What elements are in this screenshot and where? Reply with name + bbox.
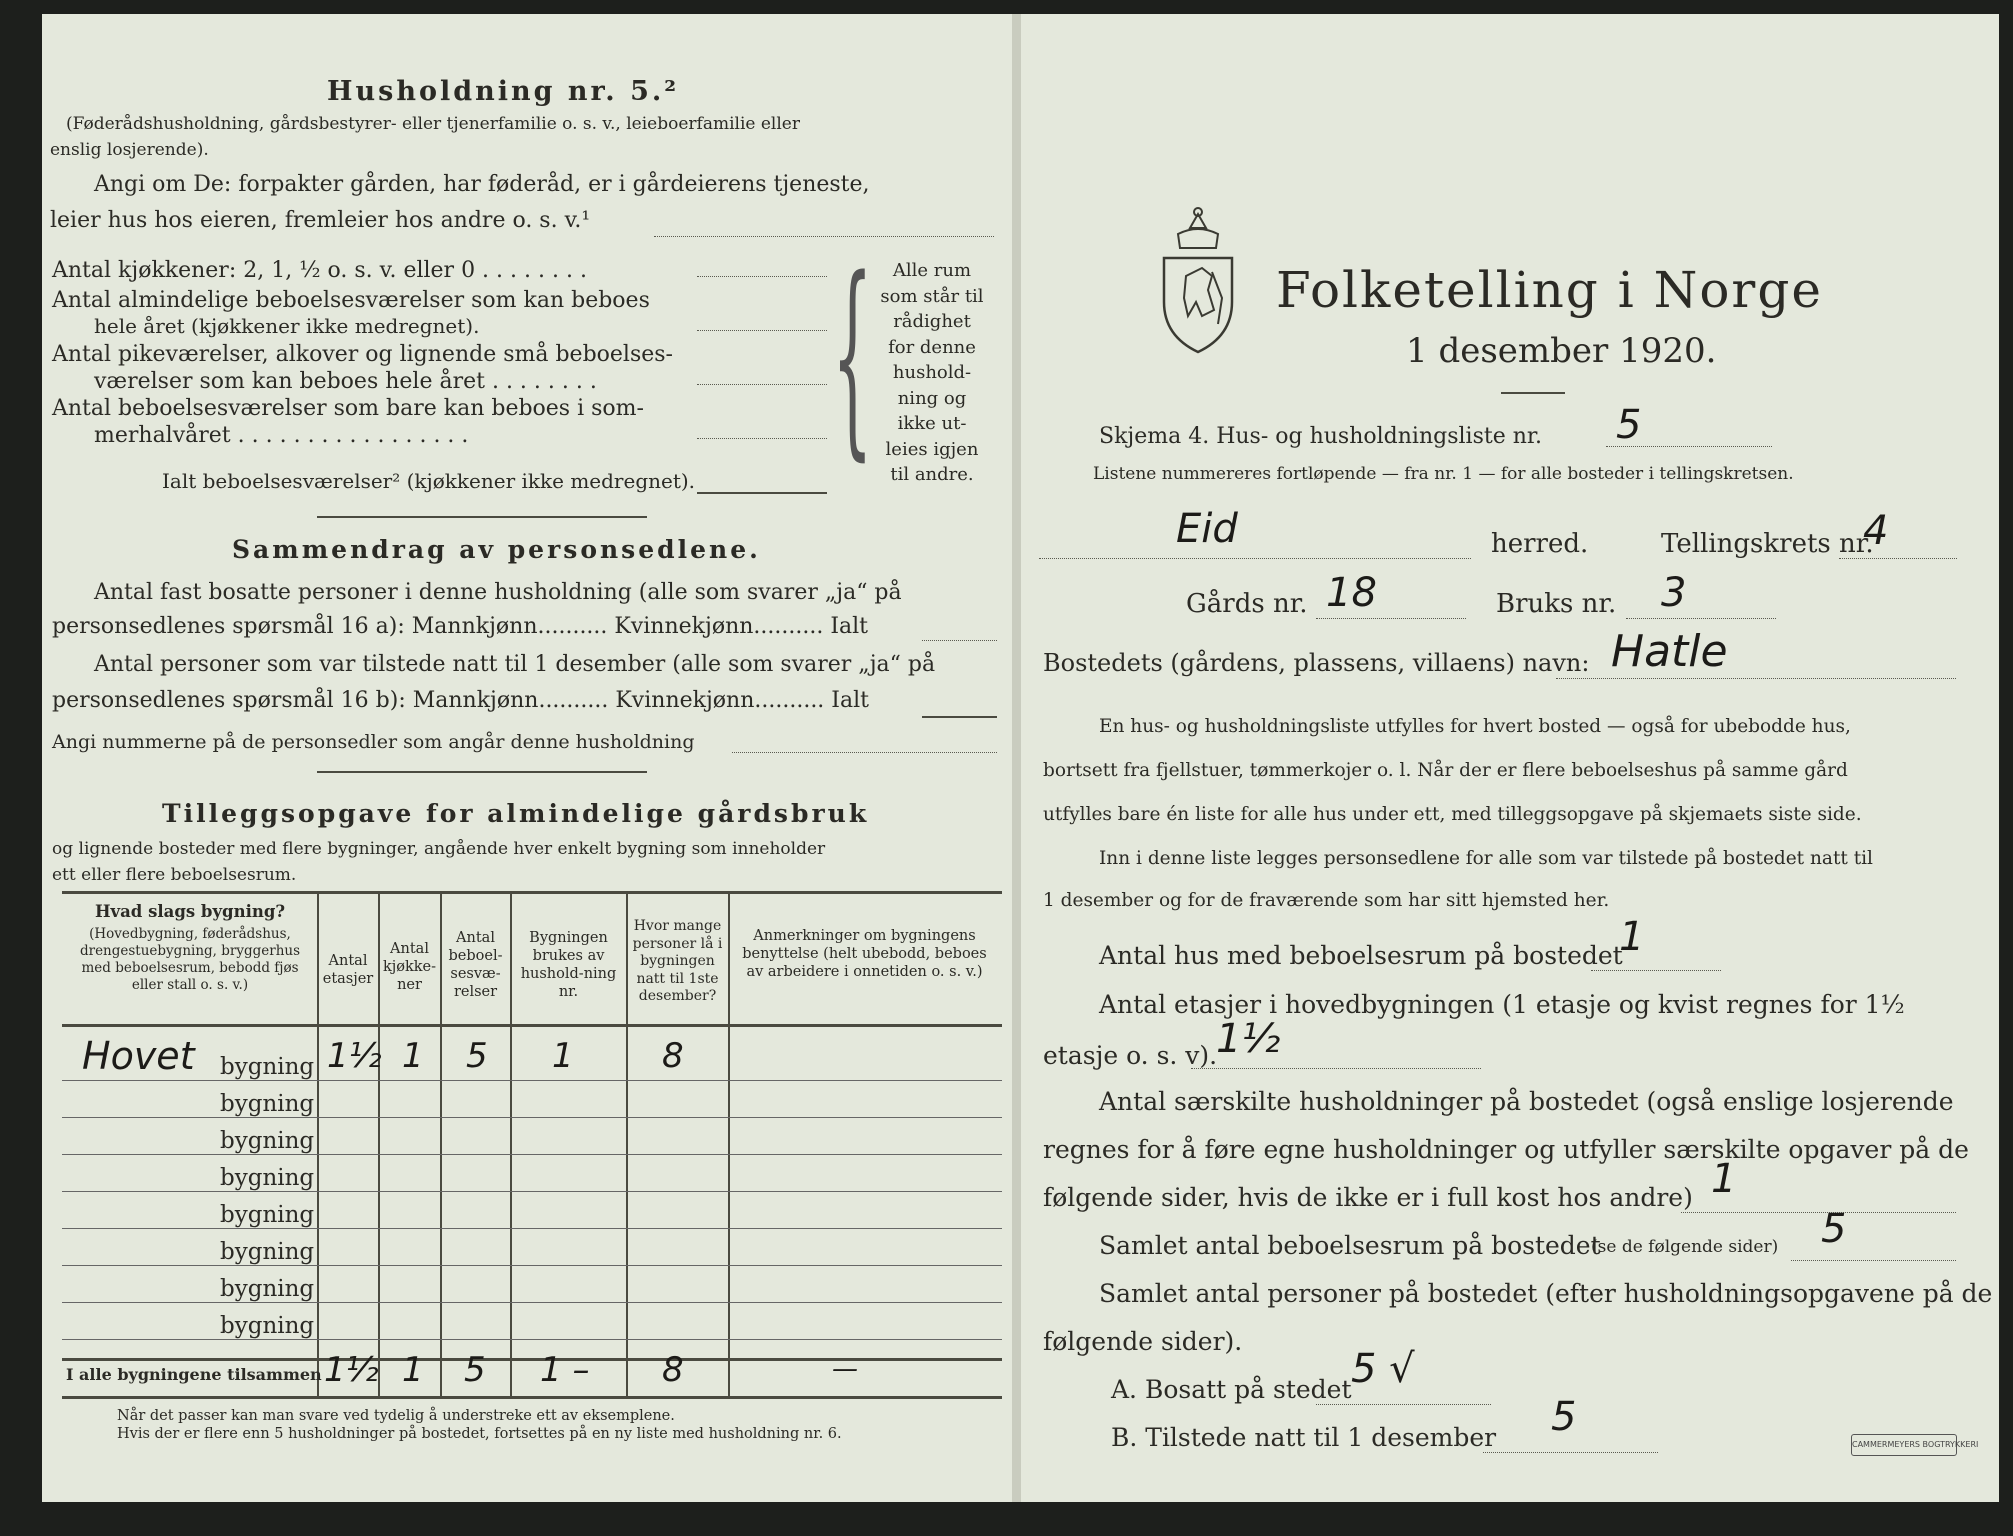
rooms-note-line: til andre. [890, 464, 974, 485]
para1-3: utfylles bare én liste for alle hus under ett, med tilleggsopgave på skjemaets siste side. [1043, 804, 1862, 825]
total-personer: 8 [662, 1350, 684, 1390]
table-rule [62, 1396, 1002, 1399]
tillegg-title: Tilleggsopgave for almindelige gårdsbruk [162, 799, 870, 828]
rooms-pike-2: værelser som kan beboes hele året . . . . . . . . [94, 369, 597, 394]
row1-etasjer: 1½ [327, 1036, 382, 1076]
table-rule [378, 892, 380, 1397]
total-label: I alle bygningene tilsammen [66, 1365, 322, 1384]
tellingskrets-label: Tellingskrets nr. [1661, 529, 1874, 559]
row-label: bygning [220, 1054, 315, 1080]
listene-note: Listene nummereres fortløpende — fra nr. 1 — for alle bosteder i tellingskretsen. [1093, 464, 1794, 484]
total-husholdning: 1 – [540, 1350, 590, 1390]
row1-kjokkener: 1 [402, 1036, 424, 1076]
row1-name: Hovet [82, 1034, 195, 1078]
row-label: bygning [220, 1165, 315, 1191]
row-label: bygning [220, 1276, 315, 1302]
rooms-alm-2: hele året (kjøkkener ikke medregnet). [94, 314, 480, 338]
answer-line [1316, 618, 1466, 619]
answer-line [1556, 678, 1956, 679]
row1-vaerelser: 5 [466, 1036, 488, 1076]
answer-line [697, 384, 827, 385]
q-hus: Antal hus med beboelsesrum på bostedet [1099, 941, 1623, 970]
skjema-value: 5 [1616, 402, 1642, 448]
answer-line [922, 640, 997, 641]
household-title: Husholdning nr. 5.² [327, 76, 680, 107]
rooms-note-line: Alle rum [892, 260, 972, 281]
angi-line-1: Angi om De: forpakter gården, har føderåd, er i gårdeierens tjeneste, [94, 172, 870, 197]
q-etasjer-value: 1½ [1216, 1016, 1281, 1062]
col-vaerelser: Antal beboel-sesvæ-relser [448, 930, 503, 1001]
para1-1: En hus- og husholdningsliste utfylles for hvert bosted — også for ubebodde hus, [1099, 716, 1851, 737]
q-hush-value: 1 [1711, 1156, 1737, 1202]
b-value: 5 [1551, 1394, 1577, 1440]
rooms-note-line: leies igjen [885, 438, 979, 460]
para1-2: bortsett fra fjellstuer, tømmerkojer o. l. Når der er flere beboelseshus på samme gård [1043, 760, 1848, 781]
coat-of-arms-icon [1156, 206, 1240, 356]
answer-line [732, 752, 997, 753]
herred-value: Eid [1176, 506, 1238, 552]
answer-line [697, 438, 827, 439]
tellingskrets-value: 4 [1863, 508, 1889, 554]
rooms-note-line: for denne [888, 336, 976, 358]
right-page [1021, 14, 1999, 1502]
footer-note-2: Hvis der er flere enn 5 husholdninger på bostedet, fortsettes på en ny liste med husholdning nr. 6. [117, 1426, 842, 1442]
row1-husholdning: 1 [552, 1036, 574, 1076]
angi-answer-line [654, 236, 994, 237]
census-date: 1 desember 1920. [1406, 331, 1717, 371]
angi-line-2: leier hus hos eieren, fremleier hos andre o. s. v.¹ [50, 208, 591, 233]
col-etasjer: Antal etasjer [322, 953, 374, 988]
rooms-note-line: rådighet [893, 311, 971, 332]
answer-line [697, 330, 827, 331]
rooms-pike-1: Antal pikeværelser, alkover og lignende små beboelses- [52, 342, 673, 367]
col-kjokkener: Antal kjøkke-ner [382, 941, 437, 994]
sammendrag-title: Sammendrag av personsedlene. [232, 535, 761, 564]
row-rule [62, 1265, 1002, 1266]
row-rule [62, 1080, 1002, 1081]
rooms-note-line: ikke ut- [897, 413, 967, 434]
herred-label: herred. [1491, 529, 1589, 559]
q-pers-1: Samlet antal personer på bostedet (efter husholdningsopgavene på de [1099, 1279, 1993, 1308]
q-hush-2: regnes for å føre egne husholdninger og utfyller særskilte opgaver på de [1043, 1135, 1969, 1164]
tillegg-desc-1: og lignende bosteder med flere bygninger, angående hver enkelt bygning som inneholder [52, 839, 826, 859]
q-pers-2: følgende sider). [1043, 1327, 1243, 1356]
gards-label: Gårds nr. [1186, 589, 1308, 619]
answer-line [1039, 558, 1471, 559]
answer-line [1791, 1260, 1956, 1261]
row-label: bygning [220, 1091, 315, 1117]
total-etasjer: 1½ [324, 1350, 379, 1390]
table-rule [317, 892, 319, 1397]
total-kjokkener: 1 [402, 1350, 424, 1390]
gards-value: 18 [1326, 570, 1377, 616]
skjema-label: Skjema 4. Hus- og husholdningsliste nr. [1099, 424, 1542, 449]
q-etasjer-1: Antal etasjer i hovedbygningen (1 etasje og kvist regnes for 1½ [1099, 990, 1905, 1019]
tillegg-desc-2: ett eller flere beboelsesrum. [52, 865, 297, 885]
bosted-label: Bostedets (gårdens, plassens, villaens) navn: [1043, 649, 1590, 677]
col-husholdning: Bygningen brukes av hushold-ning nr. [520, 930, 617, 1001]
rooms-note-line: hushold- [892, 362, 972, 383]
total-vaerelser: 5 [464, 1350, 486, 1390]
rooms-note-line: som står til [880, 285, 984, 307]
rooms-sommer-1: Antal beboelsesværelser som bare kan beboes i som- [52, 396, 644, 421]
sammendrag-p2-1: Antal personer som var tilstede natt til 1 desember (alle som svarer „ja“ på [94, 652, 936, 677]
divider [317, 516, 647, 518]
rooms-kjokkener: Antal kjøkkener: 2, 1, ½ o. s. v. eller 0 . . . . . . . . [52, 258, 587, 283]
answer-line [1681, 1212, 1956, 1213]
col-personer: Hvor mange personer lå i bygningen natt til 1ste desember? [632, 918, 723, 1004]
bosted-value: Hatle [1611, 626, 1728, 677]
row-label: bygning [220, 1202, 315, 1228]
table-rule [62, 891, 1002, 894]
household-subtitle-2: enslig losjerende). [50, 140, 209, 160]
q-rum-value: 5 [1821, 1206, 1847, 1252]
divider [1501, 392, 1565, 394]
rooms-note [857, 258, 1007, 488]
brace: { [832, 237, 873, 482]
census-title: Folketelling i Norge [1276, 261, 1823, 319]
para2-2: 1 desember og for de fraværende som har sitt hjemsted her. [1043, 890, 1610, 911]
q-etasjer-2: etasje o. s. v). [1043, 1041, 1218, 1070]
answer-line [697, 492, 827, 494]
q-hus-value: 1 [1619, 914, 1645, 960]
answer-line [1839, 558, 1957, 559]
q-rum-note: (se de følgende sider) [1591, 1237, 1779, 1257]
divider [317, 771, 647, 773]
row-label: bygning [220, 1239, 315, 1265]
answer-line [1591, 970, 1721, 971]
answer-line [697, 276, 827, 277]
sammendrag-p2-2: personsedlenes spørsmål 16 b): Mannkjønn.......... Kvinnekjønn.......... Ialt [52, 688, 869, 713]
para2-1: Inn i denne liste legges personsedlene for alle som var tilstede på bostedet natt til [1099, 848, 1873, 869]
sammendrag-p1-1: Antal fast bosatte personer i denne husholdning (alle som svarer „ja“ på [94, 580, 902, 605]
answer-line [1626, 618, 1776, 619]
left-page [42, 14, 1017, 1502]
row1-personer: 8 [662, 1036, 684, 1076]
col-anmerkninger: Anmerkninger om bygningens benyttelse (helt ubebodd, beboes av arbeidere i onnetiden o. s. v.) [742, 928, 987, 981]
bruks-value: 3 [1661, 570, 1687, 616]
row-label: bygning [220, 1128, 315, 1154]
table-rule [440, 892, 442, 1397]
sammendrag-p3: Angi nummerne på de personsedler som angår denne husholdning [52, 731, 695, 753]
answer-line [1316, 1404, 1491, 1405]
a-value: 5 √ [1351, 1346, 1415, 1392]
q-hush-3: følgende sider, hvis de ikke er i full kost hos andre) [1043, 1183, 1693, 1212]
col-building-sub: (Hovedbygning, føderådshus, drengestuebygning, bryggerhus med beboelsesrum, bebodd fjøs eller stall o. s. v.) [79, 926, 301, 993]
bruks-label: Bruks nr. [1496, 589, 1617, 619]
table-rule [626, 892, 628, 1397]
table-rule [62, 1358, 1002, 1361]
row-rule [62, 1117, 1002, 1118]
q-rum: Samlet antal beboelsesrum på bostedet [1099, 1231, 1601, 1260]
table-rule [728, 892, 730, 1397]
footer-note-1: Når det passer kan man svare ved tydelig å understreke ett av eksemplene. [117, 1408, 675, 1424]
rooms-note-line: ning og [897, 387, 967, 409]
answer-line [1483, 1452, 1658, 1453]
rooms-alm-1: Antal almindelige beboelsesværelser som kan beboes [52, 288, 650, 313]
answer-line [922, 716, 997, 718]
row-rule [62, 1339, 1002, 1340]
row-rule [62, 1191, 1002, 1192]
household-subtitle-1: (Føderådshusholdning, gårdsbestyrer- eller tjenerfamilie o. s. v., leieboerfamilie eller [66, 114, 800, 134]
table-rule [62, 1024, 1002, 1027]
printer-stamp: CAMMERMEYERS BOGTRYKKERI [1851, 1434, 1957, 1456]
row-rule [62, 1228, 1002, 1229]
row-rule [62, 1302, 1002, 1303]
rooms-sommer-2: merhalvåret . . . . . . . . . . . . . . . . . [94, 423, 469, 448]
rooms-ialt: Ialt beboelsesværelser² (kjøkkener ikke medregnet). [162, 469, 696, 493]
row-label: bygning [220, 1313, 315, 1339]
answer-line [1191, 1068, 1481, 1069]
table-rule [510, 892, 512, 1397]
q-hush-1: Antal særskilte husholdninger på bostedet (også enslige losjerende [1099, 1087, 1954, 1116]
row-rule [62, 1154, 1002, 1155]
a-label: A. Bosatt på stedet [1111, 1375, 1352, 1404]
total-anm: — [832, 1354, 858, 1384]
sammendrag-p1-2: personsedlenes spørsmål 16 a): Mannkjønn.......... Kvinnekjønn.......... Ialt [52, 614, 869, 639]
b-label: B. Tilstede natt til 1 desember [1111, 1423, 1497, 1452]
col-building-title: Hvad slags bygning? [94, 902, 286, 921]
